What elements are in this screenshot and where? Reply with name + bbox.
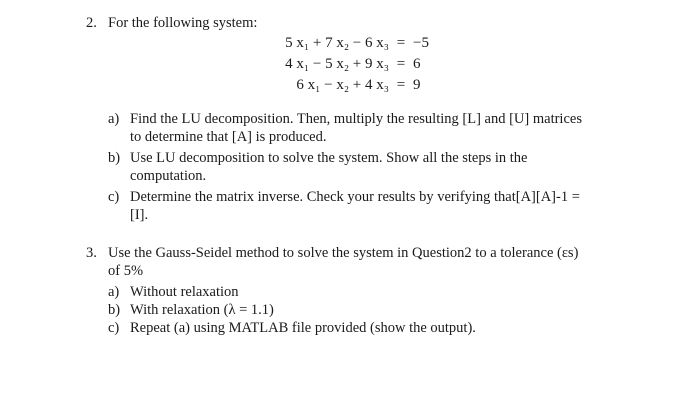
- q3-part-b-letter: b): [108, 302, 121, 318]
- q3-part-a-letter: a): [108, 284, 120, 300]
- equation-3-equals: =: [396, 77, 406, 93]
- equation-3-rhs: 9: [413, 77, 421, 93]
- equation-1-rhs: −5: [413, 35, 429, 51]
- q2-part-c-letter: c): [108, 189, 120, 205]
- q2-part-a-letter: a): [108, 111, 120, 127]
- equation-2-rhs: 6: [413, 56, 421, 72]
- equation-2: [276, 54, 429, 75]
- q3-part-c: [108, 319, 476, 337]
- q3-part-c-text: Repeat (a) using MATLAB file provided (show the output).: [130, 320, 476, 336]
- equation-3: [276, 75, 429, 96]
- q2-part-c-line2: [I].: [130, 207, 149, 223]
- q2-part-a-line1: Find the LU decomposition. Then, multiply the resulting [L] and [U] matrices: [130, 111, 582, 127]
- q3-part-c-letter: c): [108, 320, 120, 336]
- q2-part-b: [108, 149, 528, 167]
- equation-system: [276, 33, 429, 96]
- equation-2-lhs: 4 x₁ − 5 x₂ + 9 x₃: [285, 56, 389, 72]
- q2-part-c-line1: Determine the matrix inverse. Check your results by verifying that[A][A]-1 =: [130, 189, 580, 205]
- question-3-line1: Use the Gauss-Seidel method to solve the system in Question2 to a tolerance (εs): [108, 245, 579, 261]
- q2-part-a: [108, 110, 582, 128]
- equation-1-equals: =: [396, 35, 406, 51]
- equation-3-lhs: 6 x₁ − x₂ + 4 x₃: [296, 77, 389, 93]
- question-2-intro: For the following system:: [108, 15, 258, 31]
- q3-part-a-text: Without relaxation: [130, 284, 239, 300]
- q2-part-b-line2: computation.: [130, 168, 207, 184]
- q3-part-b-text: With relaxation (λ = 1.1): [130, 302, 274, 318]
- question-3-number: 3.: [86, 245, 97, 261]
- q3-part-b: [108, 301, 274, 319]
- q2-part-c: [108, 188, 580, 206]
- equation-1-lhs: 5 x₁ + 7 x₂ − 6 x₃: [285, 35, 389, 51]
- equation-1: [276, 33, 429, 54]
- question-3-line2: of 5%: [108, 263, 144, 279]
- q2-part-a-line2: to determine that [A] is produced.: [130, 129, 327, 145]
- question-2-number: 2.: [86, 15, 97, 31]
- equation-2-equals: =: [396, 56, 406, 72]
- q2-part-b-letter: b): [108, 150, 121, 166]
- q2-part-b-line1: Use LU decomposition to solve the system. Show all the steps in the: [130, 150, 528, 166]
- q3-part-a: [108, 283, 239, 301]
